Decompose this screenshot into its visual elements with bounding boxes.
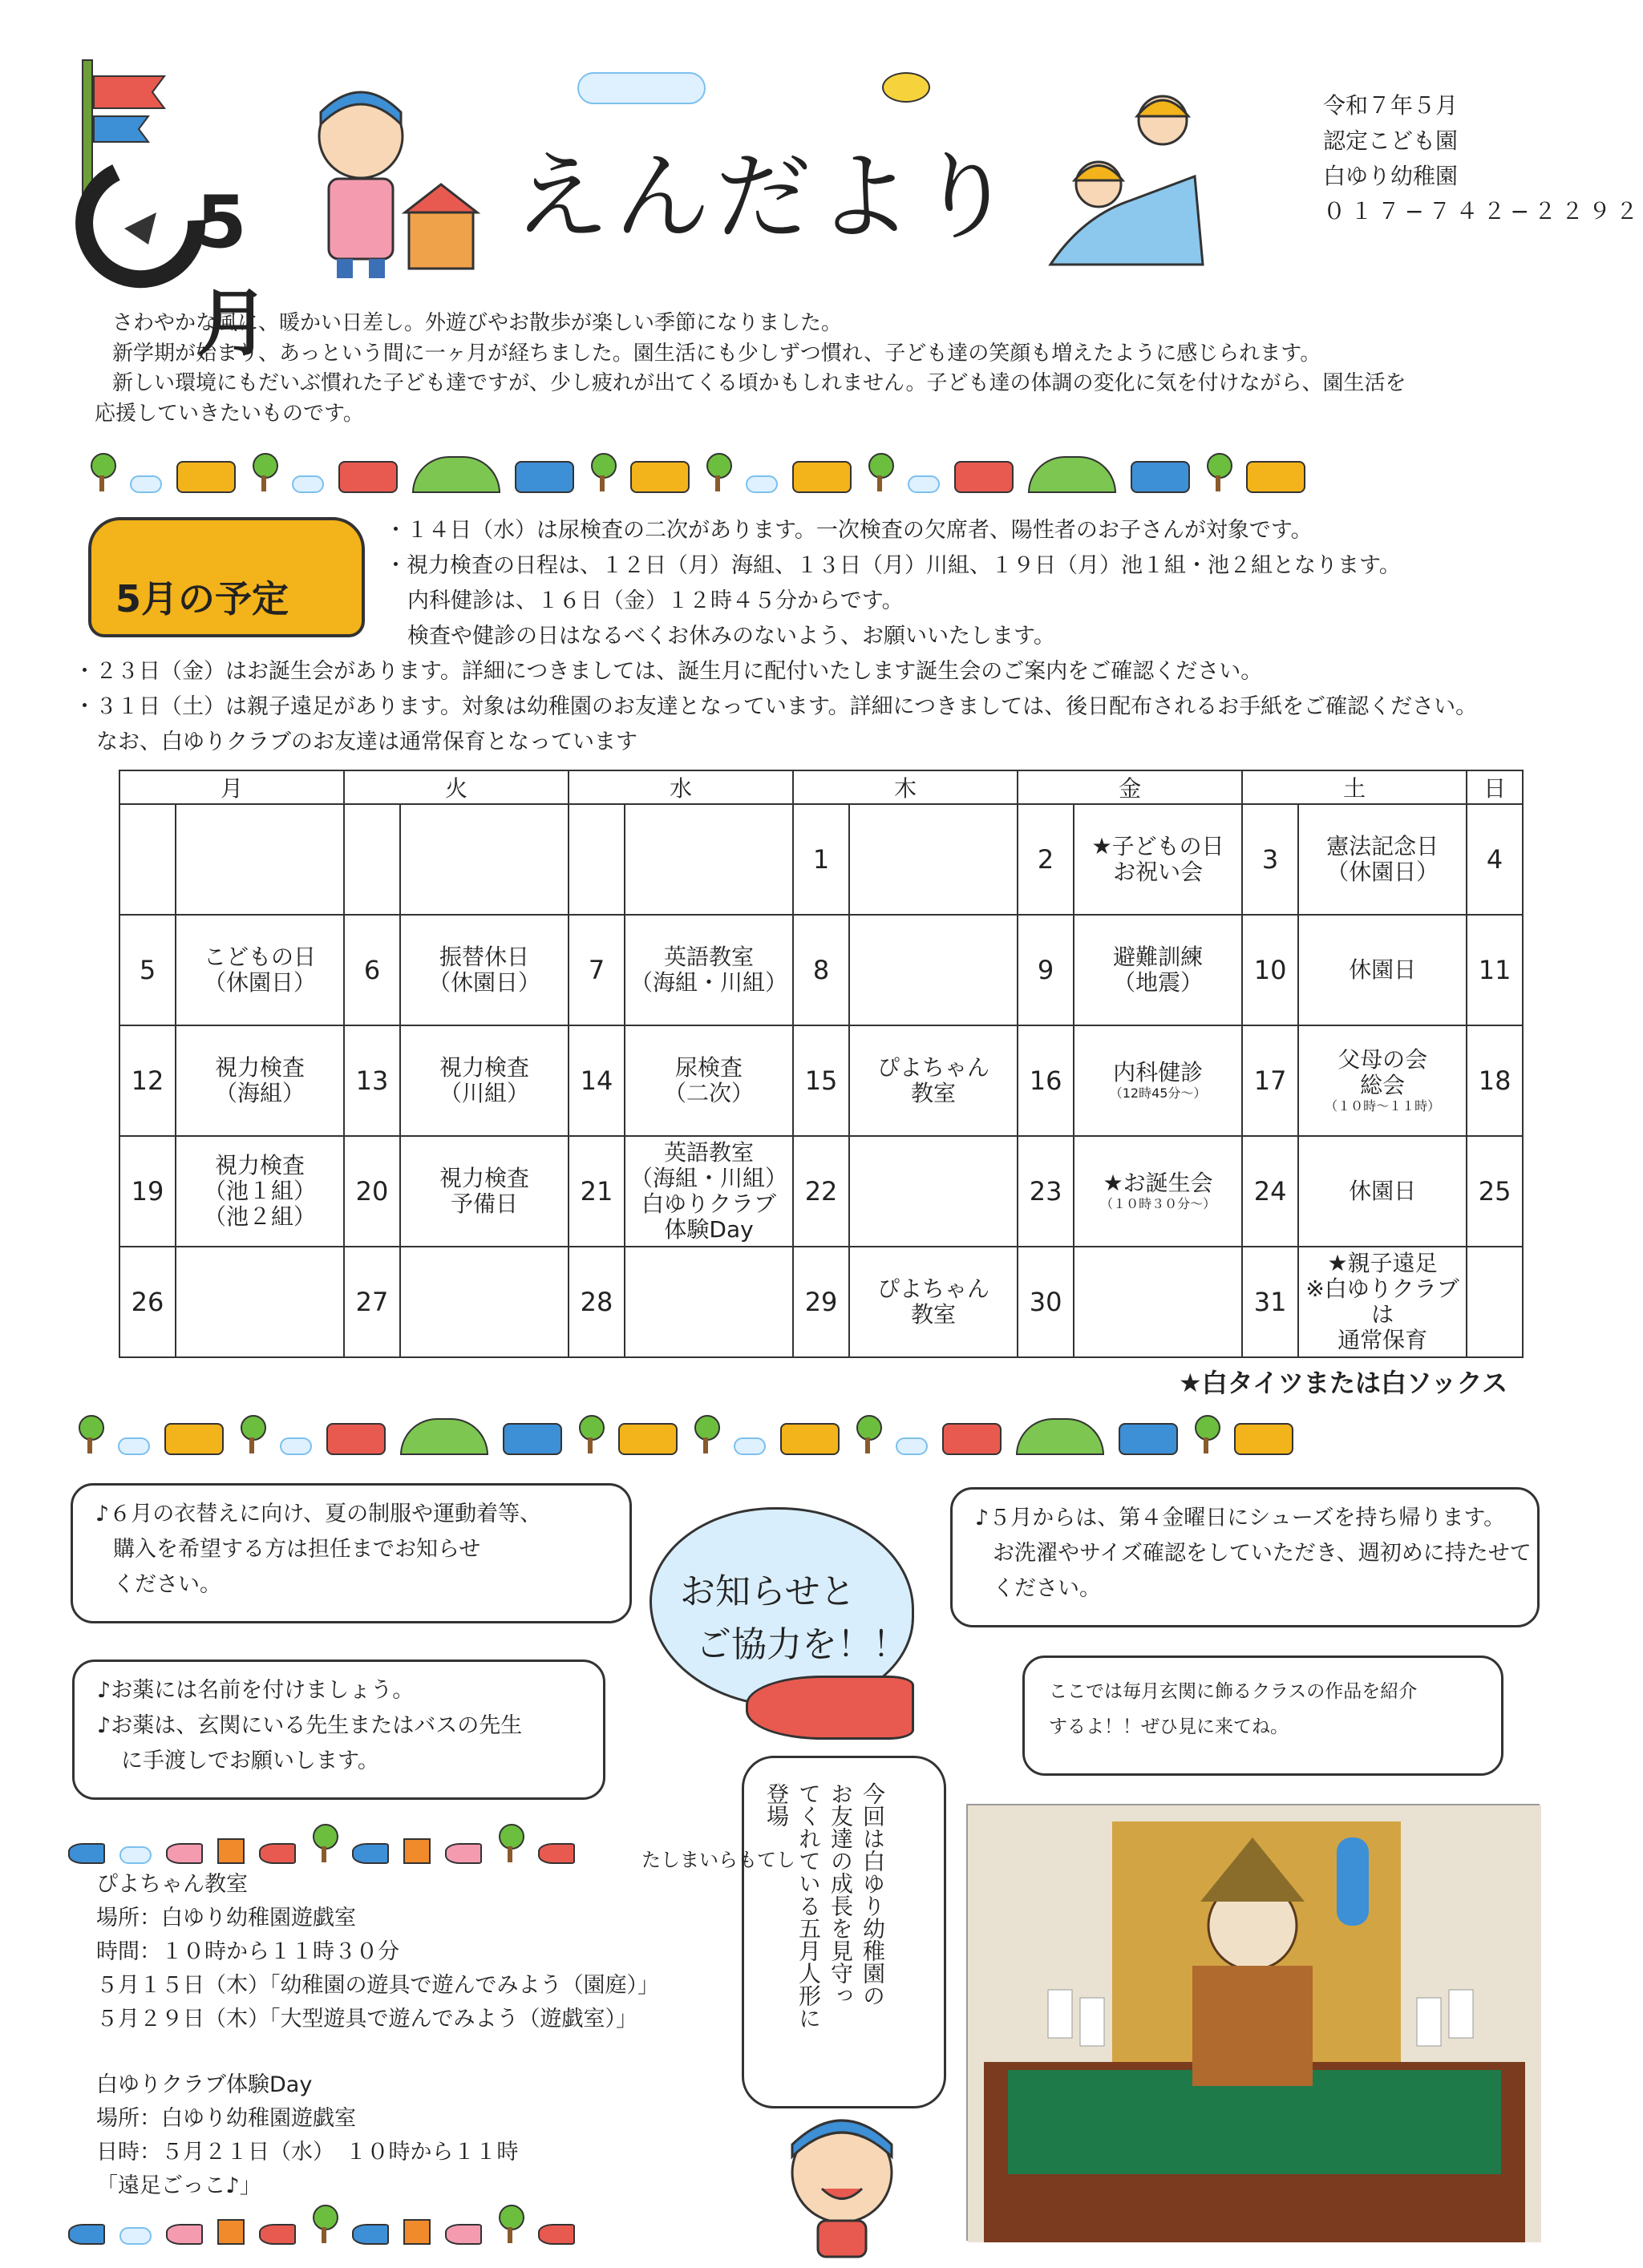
- calendar-event-line: （海組・川組）: [630, 969, 788, 996]
- notice-title-line: お知らせと: [680, 1571, 856, 1612]
- vertical-line: 今回は白ゆり幼稚園の: [860, 1782, 886, 2007]
- intro-text: [95, 309, 1554, 430]
- calendar-day-number: [119, 804, 176, 915]
- calendar-event-line: 休園日: [1349, 1178, 1417, 1204]
- calendar-event-line: （地震）: [1113, 969, 1204, 996]
- notice-artwork: [1022, 1656, 1503, 1776]
- calendar-event-line: ※白ゆりクラブは: [1305, 1275, 1459, 1328]
- calendar-day-number: 13: [344, 1025, 400, 1136]
- calendar-event-line: （池１組）: [204, 1178, 317, 1204]
- schedule-item: ・１４日（水）は尿検査の二次があります。一次検査の欠席者、陽性者のお子さんが対象です。: [385, 518, 1313, 543]
- calendar-day-number: 15: [793, 1025, 849, 1136]
- calendar-event-line: 憲法記念日: [1326, 833, 1439, 859]
- calendar-day-number: 26: [119, 1247, 176, 1357]
- calendar-event: [176, 1247, 344, 1357]
- calendar-day-number: 30: [1018, 1247, 1074, 1357]
- calendar-event-line: こどもの日: [204, 944, 317, 970]
- calendar-event-line: 教室: [911, 1301, 957, 1328]
- calendar-day-number: 19: [119, 1136, 176, 1247]
- calendar-event: [400, 1136, 569, 1247]
- girl-illustration: [289, 76, 481, 281]
- calendar-event-line: ぴよちゃん: [877, 1275, 990, 1302]
- calendar-event: [400, 1025, 569, 1136]
- calendar-day-number: 21: [569, 1136, 625, 1247]
- calendar-header-row: [119, 770, 1523, 804]
- calendar-day-number: [344, 804, 400, 915]
- calendar-event-line: 予備日: [451, 1191, 519, 1217]
- weekday-header: 日: [1467, 770, 1523, 804]
- calendar-day-number: 24: [1242, 1136, 1298, 1247]
- calendar-event: [176, 804, 344, 915]
- calendar-event-line: 内科健診: [1113, 1059, 1204, 1085]
- notice-line: するよ！！ぜひ見に来てね。: [1049, 1716, 1289, 1737]
- calendar-event: [849, 1247, 1018, 1357]
- calendar-event: [625, 1025, 793, 1136]
- calendar-event-line: （休園日）: [428, 969, 541, 996]
- calendar-event-line: 振替休日: [439, 944, 530, 970]
- calendar-event-line: （二次）: [664, 1080, 755, 1106]
- calendar-event-line: ★子どもの日: [1091, 833, 1224, 859]
- schedule-item: ・２３日（金）はお誕生会があります。詳細につきましては、誕生月に配付いたします誕生会のご案内をご確認ください。: [74, 659, 1263, 684]
- intro-line: 新しい環境にもだいぶ慣れた子ども達ですが、少し疲れが出てくる頃かもしれません。子ども達の体調の変化に気を付けながら、園生活を: [112, 371, 1406, 396]
- boy-illustration: [762, 2100, 922, 2261]
- calendar-event: [625, 1247, 793, 1357]
- notice-line: ください。: [993, 1576, 1101, 1601]
- calendar-event-line: 体験Day: [664, 1216, 754, 1243]
- calendar-week-row: [119, 1247, 1523, 1357]
- calendar-event: [400, 804, 569, 915]
- calendar-event-line: （１０時〜１１時）: [1325, 1098, 1441, 1114]
- calendar-week-row: [119, 1025, 1523, 1136]
- calendar-event-line: （12時45分〜）: [1109, 1085, 1207, 1101]
- calendar-note: ★白タイツまたは白ソックス: [1179, 1368, 1508, 1398]
- notice-line: ♪お薬は、玄関にいる先生またはバスの先生: [97, 1713, 523, 1738]
- school-name: 白ゆり幼稚園: [1323, 163, 1459, 189]
- calendar-week-row: [119, 915, 1523, 1025]
- calendar-event-line: （休園日）: [204, 969, 317, 996]
- vertical-line: 登場: [763, 1782, 790, 1827]
- club-trial-info: [96, 2068, 519, 2203]
- calendar-event-line: 白ゆりクラブ: [641, 1191, 777, 1217]
- calendar-event: [176, 1025, 344, 1136]
- calendar-event-line: 視力検査: [439, 1054, 530, 1081]
- notice-line: ください。: [113, 1572, 221, 1597]
- schedule-badge: [88, 517, 365, 637]
- calendar-event-line: お祝い会: [1113, 859, 1204, 885]
- calendar-day-number: 27: [344, 1247, 400, 1357]
- calendar-event-line: 父母の会: [1337, 1046, 1428, 1073]
- decorative-strip: [88, 437, 1540, 493]
- calendar-day-number: 11: [1467, 915, 1523, 1025]
- calendar-event: [1298, 1136, 1467, 1247]
- calendar-event-line: （海組・川組）: [630, 1165, 788, 1191]
- weekday-header: 金: [1018, 770, 1242, 804]
- event-title: ぴよちゃん教室: [96, 1872, 248, 1897]
- issue-date: 令和７年５月: [1323, 92, 1459, 119]
- calendar-event: [1074, 1136, 1242, 1247]
- event-line: 時間：１０時から１１時３０分: [96, 1939, 399, 1964]
- event-line: 場所：白ゆり幼稚園遊戯室: [96, 1906, 356, 1930]
- calendar-event: [1074, 1247, 1242, 1357]
- calendar-day-number: [569, 804, 625, 915]
- notice-medicine: [72, 1660, 605, 1800]
- calendar-day-number: 6: [344, 915, 400, 1025]
- notice-line: ♪６月の衣替えに向け、夏の制服や運動着等、: [95, 1502, 542, 1526]
- calendar-event: [1298, 804, 1467, 915]
- notice-title-line: ご協力を！！: [696, 1624, 908, 1665]
- notice-line: に手渡しでお願いします。: [121, 1749, 379, 1773]
- calendar-day-number: 22: [793, 1136, 849, 1247]
- calendar-event-line: （１０時３０分〜）: [1100, 1196, 1216, 1211]
- calendar-event-line: 休園日: [1349, 956, 1417, 983]
- calendar-day-number: 2: [1018, 804, 1074, 915]
- notice-line: ここでは毎月玄関に飾るクラスの作品を紹介: [1049, 1681, 1418, 1702]
- header-info: [1323, 88, 1643, 229]
- calendar-event: [400, 1247, 569, 1357]
- calendar-day-number: 3: [1242, 804, 1298, 915]
- notice-shoes: [950, 1487, 1540, 1627]
- intro-line: 新学期が始まり、あっという間に一ヶ月が経ちました。園生活にも少しずつ慣れ、子ども達の笑顔も増えたように感じられます。: [112, 341, 1321, 366]
- calendar-day-number: 10: [1242, 915, 1298, 1025]
- weekday-header: 月: [119, 770, 344, 804]
- calendar-day-number: 28: [569, 1247, 625, 1357]
- piyo-class-info: [96, 1868, 659, 2036]
- calendar-day-number: 18: [1467, 1025, 1523, 1136]
- weekday-header: 水: [569, 770, 793, 804]
- page-title: えんだより: [513, 142, 1018, 253]
- weekday-header: 火: [344, 770, 569, 804]
- event-line: ５月１５日（木）「幼稚園の遊具で遊んでみよう（園庭）」: [96, 1973, 659, 1998]
- calendar-event-line: 視力検査: [215, 1152, 306, 1178]
- calendar-event: [400, 915, 569, 1025]
- intro-line: さわやかな風に、暖かい日差し。外遊びやお散歩が楽しい季節になりました。: [112, 311, 843, 335]
- notice-line: ♪５月からは、第４金曜日にシューズを持ち帰ります。: [975, 1506, 1506, 1530]
- weekday-header: 土: [1242, 770, 1467, 804]
- calendar-event-line: ★お誕生会: [1103, 1170, 1213, 1196]
- decorative-strip: [68, 1808, 726, 1864]
- calendar-event-line: （川組）: [439, 1080, 530, 1106]
- calendar-day-number: 5: [119, 915, 176, 1025]
- calendar-day-number: 25: [1467, 1136, 1523, 1247]
- calendar-day-number: 29: [793, 1247, 849, 1357]
- vertical-text: [760, 1782, 888, 2087]
- calendar-event-line: 総会: [1360, 1072, 1406, 1098]
- schedule-list-2: [74, 654, 1477, 760]
- vertical-speech-bubble: [742, 1756, 946, 2108]
- schedule-item: ・視力検査の日程は、１２日（月）海組、１３日（月）川組、１９日（月）池１組・池２組となります。: [385, 553, 1401, 578]
- calendar-event-line: 英語教室: [664, 944, 755, 970]
- notice-line: 購入を希望する方は担任までお知らせ: [113, 1537, 481, 1562]
- schedule-item: 内科健診は、１６日（金）１２時４５分からです。: [407, 588, 904, 613]
- calendar-event-line: （休園日）: [1326, 859, 1439, 885]
- calendar-event: [849, 915, 1018, 1025]
- calendar-day-number: 4: [1467, 804, 1523, 915]
- event-line: 日時：５月２１日（水） １０時から１１時: [96, 2140, 519, 2165]
- calendar-event: [1074, 804, 1242, 915]
- calendar-day-number: 9: [1018, 915, 1074, 1025]
- decorative-strip: [68, 2189, 726, 2245]
- kids-slide-illustration: [1034, 80, 1219, 273]
- calendar-event: [849, 1136, 1018, 1247]
- schedule-list: [385, 513, 1401, 654]
- calendar-event: [625, 915, 793, 1025]
- calendar-event: [176, 915, 344, 1025]
- calendar-day-number: 12: [119, 1025, 176, 1136]
- may-doll-photo: [966, 1804, 1540, 2241]
- calendar-event-line: ぴよちゃん: [877, 1054, 990, 1081]
- calendar-event-line: 通常保育: [1337, 1327, 1428, 1353]
- calendar-event: [625, 1136, 793, 1247]
- calendar-event-line: 英語教室: [664, 1139, 755, 1166]
- calendar-day-number: 17: [1242, 1025, 1298, 1136]
- calendar-day-number: 23: [1018, 1136, 1074, 1247]
- calendar-event: [625, 804, 793, 915]
- intro-line: 応援していきたいものです。: [95, 402, 364, 427]
- calendar-event-line: （池２組）: [204, 1203, 317, 1230]
- calendar-event: [849, 804, 1018, 915]
- calendar-event: [1298, 1025, 1467, 1136]
- vertical-text-overflow: たしまいらもてし: [641, 1849, 795, 1871]
- schedule-item: なお、白ゆりクラブのお友達は通常保育となっています: [96, 730, 637, 754]
- bird-icon: [882, 72, 930, 103]
- month-badge: [76, 60, 293, 366]
- calendar-day-number: 14: [569, 1025, 625, 1136]
- school-phone: ０１７−７４２−２２９２: [1323, 198, 1643, 224]
- calendar-event-line: ★親子遠足: [1327, 1250, 1438, 1276]
- calendar-event: [849, 1025, 1018, 1136]
- calendar-day-number: 20: [344, 1136, 400, 1247]
- schedule-badge-label: 5月の予定: [115, 577, 289, 621]
- calendar-event: [1298, 915, 1467, 1025]
- event-line: ５月２９日（木）「大型遊具で遊んでみよう（遊戯室）」: [96, 2007, 637, 2031]
- calendar: [119, 770, 1524, 1358]
- calendar-event: [176, 1136, 344, 1247]
- calendar-day-number: 1: [793, 804, 849, 915]
- vertical-line: お友達の成長を見守っ: [828, 1782, 854, 2007]
- month-label: 5月: [196, 180, 269, 366]
- vertical-line: てくれている五月人形に: [795, 1782, 822, 2029]
- decorative-strip: [76, 1399, 1544, 1455]
- calendar-event-line: 尿検査: [675, 1054, 743, 1081]
- calendar-event-line: （海組）: [215, 1080, 306, 1106]
- event-title: 白ゆりクラブ体験Day: [96, 2072, 313, 2097]
- school-type: 認定こども園: [1323, 127, 1459, 154]
- calendar-event: [1074, 1025, 1242, 1136]
- calendar-day-number: 16: [1018, 1025, 1074, 1136]
- cloud-decoration: [577, 72, 706, 104]
- calendar-day-number: [1467, 1247, 1523, 1357]
- calendar-day-number: 31: [1242, 1247, 1298, 1357]
- schedule-item: 検査や健診の日はなるべくお休みのないよう、お願いいたします。: [407, 624, 1055, 649]
- notice-uniform: [71, 1483, 632, 1623]
- calendar-week-row: [119, 804, 1523, 915]
- calendar-event-line: 視力検査: [439, 1165, 530, 1191]
- event-line: 「遠足ごっこ♪」: [96, 2173, 261, 2198]
- event-line: 場所：白ゆり幼稚園遊戯室: [96, 2106, 356, 2131]
- notice-line: ♪お薬には名前を付けましょう。: [97, 1678, 415, 1703]
- calendar-event: [1074, 915, 1242, 1025]
- koinobori-fish-icon: [746, 1676, 914, 1740]
- calendar-event-line: 避難訓練: [1113, 944, 1204, 970]
- calendar-event: [1298, 1247, 1467, 1357]
- calendar-event-line: 視力検査: [215, 1054, 306, 1081]
- weekday-header: 木: [793, 770, 1018, 804]
- calendar-event-line: 教室: [911, 1080, 957, 1106]
- calendar-day-number: 7: [569, 915, 625, 1025]
- calendar-week-row: [119, 1136, 1523, 1247]
- calendar-day-number: 8: [793, 915, 849, 1025]
- schedule-item: ・３１日（土）は親子遠足があります。対象は幼稚園のお友達となっています。詳細につきましては、後日配布されるお手紙をご確認ください。: [74, 694, 1478, 719]
- notice-line: お洗濯やサイズ確認をしていただき、週初めに持たせて: [993, 1541, 1532, 1566]
